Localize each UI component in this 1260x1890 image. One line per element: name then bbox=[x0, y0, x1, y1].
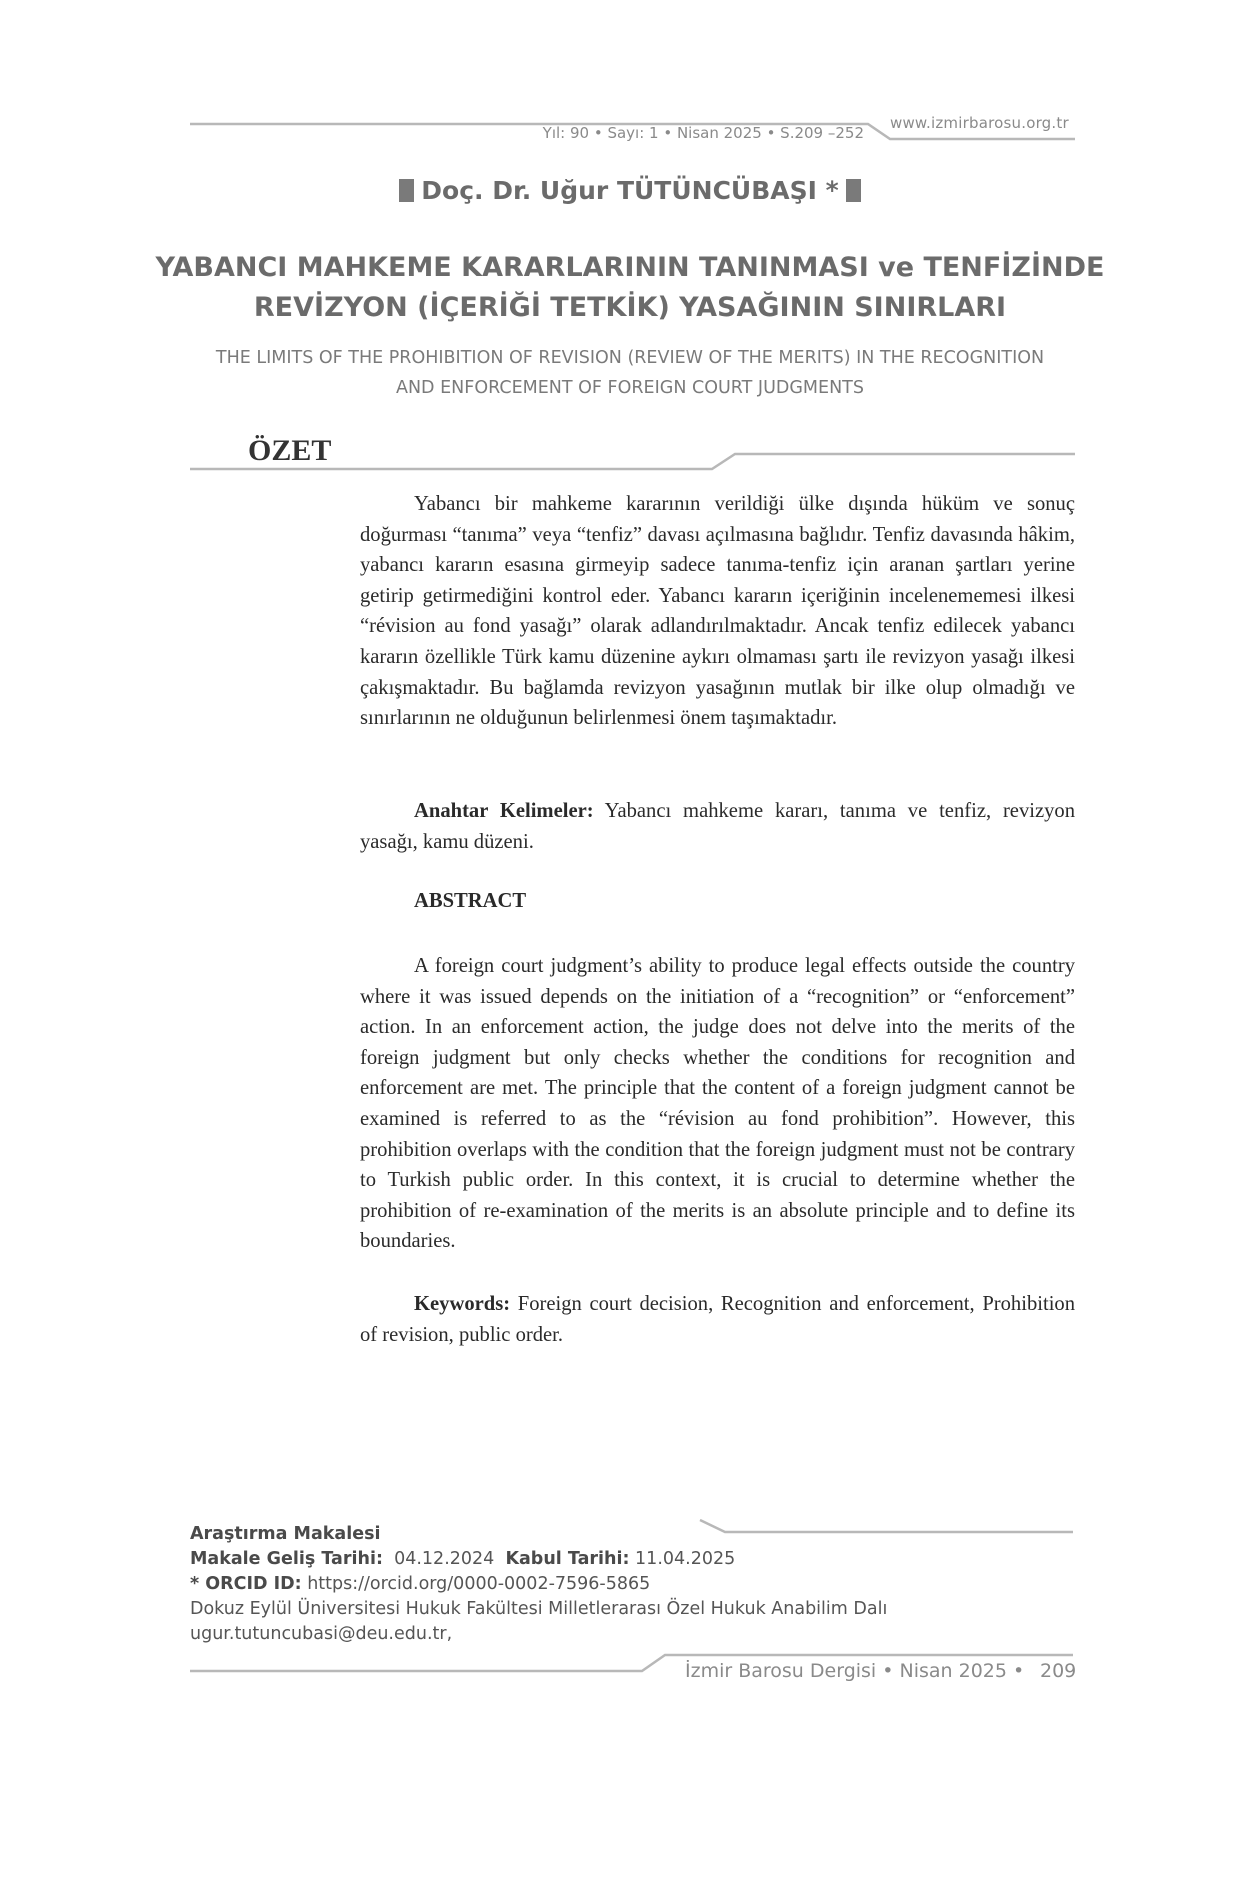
abstract-paragraph: A foreign court judgment’s ability to produce legal effects outside the country where it was issued depends on the initiation of a “recognition” or “enforcement” action. In an enforcement action, the judge does not delve into the merits of the foreign judgment but only checks whether the conditions for recognition and enforcement are met. The principle that the content of a foreign judgment cannot be examined is referred to as the “révision au fond prohibition”. However, this prohibition overlaps with the condition that the foreign judgment must not be contrary to Turkish public order. In this context, it is crucial to determine whether the prohibition of re-examination of the merits is an absolute principle and to define its boundaries. bbox=[360, 955, 1075, 1253]
orcid-label: * ORCID ID: bbox=[190, 1574, 302, 1594]
keywords-label-en: Keywords: bbox=[414, 1293, 511, 1315]
abstract-heading: ABSTRACT bbox=[414, 890, 527, 912]
journal-website-link[interactable]: www.izmirbarosu.org.tr bbox=[890, 114, 1069, 132]
author-affiliation: Dokuz Eylül Üniversitesi Hukuk Fakültesi Milletlerarası Özel Hukuk Anabilim Dalı bbox=[190, 1599, 888, 1619]
article-dates bbox=[190, 1547, 735, 1571]
orcid-link[interactable]: https://orcid.org/0000-0002-7596-5865 bbox=[307, 1574, 651, 1594]
journal-footer-name: İzmir Barosu Dergisi • Nisan 2025 • bbox=[685, 1660, 1025, 1682]
article-type: Araştırma Makalesi bbox=[190, 1524, 381, 1544]
article-title-line-2: REVİZYON (İÇERİĞİ TETKİK) YASAĞININ SINIRLARI bbox=[253, 292, 1007, 323]
article-subtitle-line-2: AND ENFORCEMENT OF FOREIGN COURT JUDGMENTS bbox=[396, 378, 864, 398]
article-subtitle-line-1: THE LIMITS OF THE PROHIBITION OF REVISION (REVIEW OF THE MERITS) IN THE RECOGNITION bbox=[215, 348, 1045, 368]
ozet-heading: ÖZET bbox=[248, 434, 332, 467]
ozet-paragraph: Yabancı bir mahkeme kararının verildiği ülke dışında hüküm ve sonuç doğurması “tanıma” veya “tenfiz” davası açılmasına bağlıdır. Tenfiz davasında hâkim, yabancı kararın esasına girmeyip sadece tanıma-tenfiz için aranan şartları yerine getirip getirmediğini kontrol eder. Yabancı kararın içeriğinin incelenememesi ilkesi “révision au fond yasağı” olarak adlandırılmaktadır. Ancak tenfiz edilecek yabancı kararın özellikle Türk kamu düzenine aykırı olmaması şartı ile revizyon yasağı ilkesi çakışmaktadır. Bu bağlamda revizyon yasağının mutlak bir ilke olup olmadığı ve sınırlarının ne olduğunun belirlenmesi önem taşımaktadır. bbox=[360, 493, 1075, 730]
keywords-en: Foreign court decision, Recognition and enforcement, Prohibition of revision, public order. bbox=[360, 1293, 1076, 1346]
received-label: Makale Geliş Tarihi: bbox=[190, 1549, 383, 1569]
author-name: Doç. Dr. Uğur TÜTÜNCÜBAŞI * bbox=[421, 176, 839, 205]
orcid-line bbox=[190, 1572, 650, 1596]
keywords-tr: Yabancı mahkeme kararı, tanıma ve tenfiz, revizyon yasağı, kamu düzeni. bbox=[360, 800, 1075, 853]
author-email[interactable]: ugur.tutuncubasi@deu.edu.tr, bbox=[190, 1624, 453, 1644]
page-number: 209 bbox=[1040, 1660, 1077, 1682]
journal-issue-meta: Yıl: 90 • Sayı: 1 • Nisan 2025 • S.209 –252 bbox=[542, 124, 864, 142]
article-title-line-1: YABANCI MAHKEME KARARLARININ TANINMASI ve TENFİZİNDE bbox=[155, 252, 1105, 283]
accepted-label: Kabul Tarihi: bbox=[505, 1549, 630, 1569]
keywords-label-tr: Anahtar Kelimeler: bbox=[414, 800, 594, 822]
accepted-date: 11.04.2025 bbox=[635, 1549, 736, 1569]
received-date: 04.12.2024 bbox=[394, 1549, 495, 1569]
